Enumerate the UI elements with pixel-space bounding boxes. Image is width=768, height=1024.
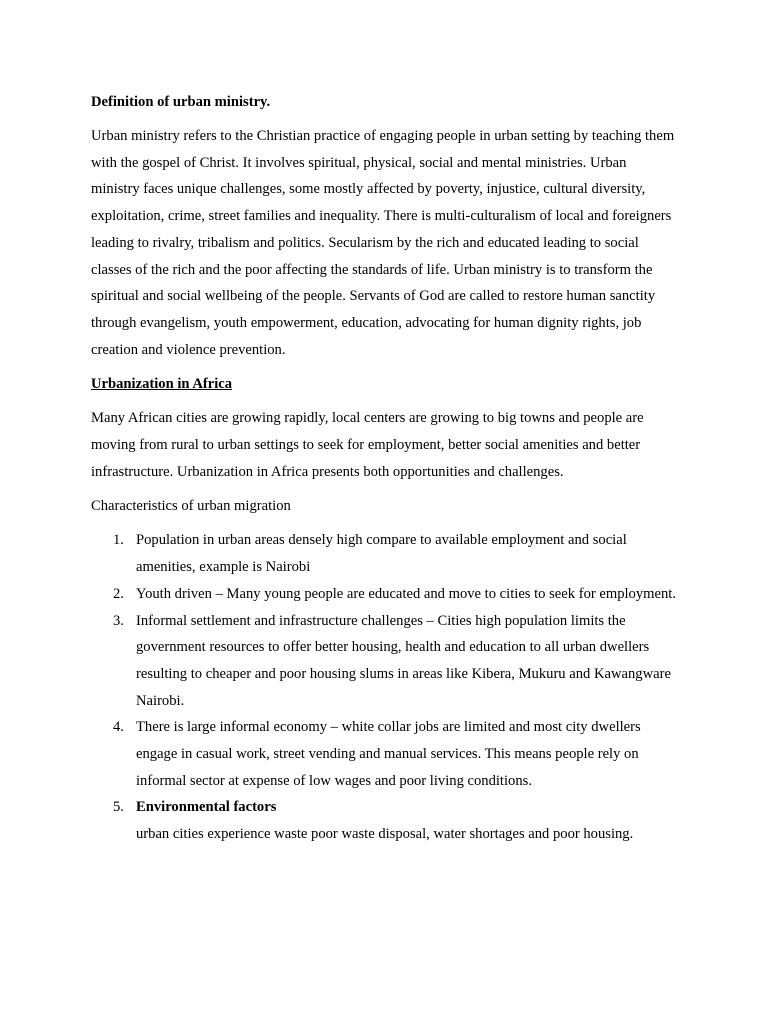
list-item-text: There is large informal economy – white collar jobs are limited and most city dwellers engage in casual work, street vending and manual services. This means people rely on informal sector at expense of low wages and poor living conditions.	[136, 719, 641, 789]
characteristics-list	[91, 527, 678, 847]
list-item-number: 1.	[113, 532, 124, 549]
list-item-text: urban cities experience waste poor waste disposal, water shortages and poor housing.	[136, 826, 634, 843]
list-item	[91, 714, 678, 794]
list-item-title: Environmental factors	[136, 799, 277, 816]
heading-definition-urban-ministry: Definition of urban ministry.	[91, 94, 271, 110]
list-item	[91, 794, 678, 847]
list-item-text: Population in urban areas densely high compare to available employment and social amenities, example is Nairobi	[136, 532, 627, 576]
list-item-number: 3.	[113, 612, 124, 629]
list-item	[91, 581, 678, 608]
list-item	[91, 527, 678, 580]
list-item-number: 2.	[113, 585, 124, 602]
subheading-characteristics: Characteristics of urban migration	[91, 498, 291, 515]
list-item	[91, 608, 678, 715]
list-item-number: 4.	[113, 719, 124, 736]
list-item-text: Informal settlement and infrastructure challenges – Cities high population limits the government resources to offer better housing, health and education to all urban dwellers resulting to cheaper and poor housing slums in areas like Kibera, Mukuru and Kawangware Nairobi.	[136, 612, 671, 709]
paragraph-urban-ministry-definition: Urban ministry refers to the Christian practice of engaging people in urban setting by teaching them with the gospel of Christ. It involves spiritual, physical, social and mental ministries. Urban ministry faces unique challenges, some mostly affected by poverty, injustice, cultural diversity, exploitation, crime, street families and inequality. There is multi-culturalism of local and foreigners leading to rivalry, tribalism and politics. Secularism by the rich and educated leading to social classes of the rich and the poor affecting the standards of life. Urban ministry is to transform the spiritual and social wellbeing of the people. Servants of God are called to restore human sanctity through evangelism, youth empowerment, education, advocating for human dignity rights, job creation and violence prevention.	[91, 128, 675, 358]
heading-urbanization-in-africa: Urbanization in Africa	[91, 376, 233, 393]
list-item-text: Youth driven – Many young people are educated and move to cities to seek for employment.	[136, 585, 676, 602]
paragraph-urbanization-africa: Many African cities are growing rapidly, local centers are growing to big towns and people are moving from rural to urban settings to seek for employment, better social amenities and better infrastructure. Urbanization in Africa presents both opportunities and challenges.	[91, 410, 644, 480]
list-item-number: 5.	[113, 799, 124, 816]
